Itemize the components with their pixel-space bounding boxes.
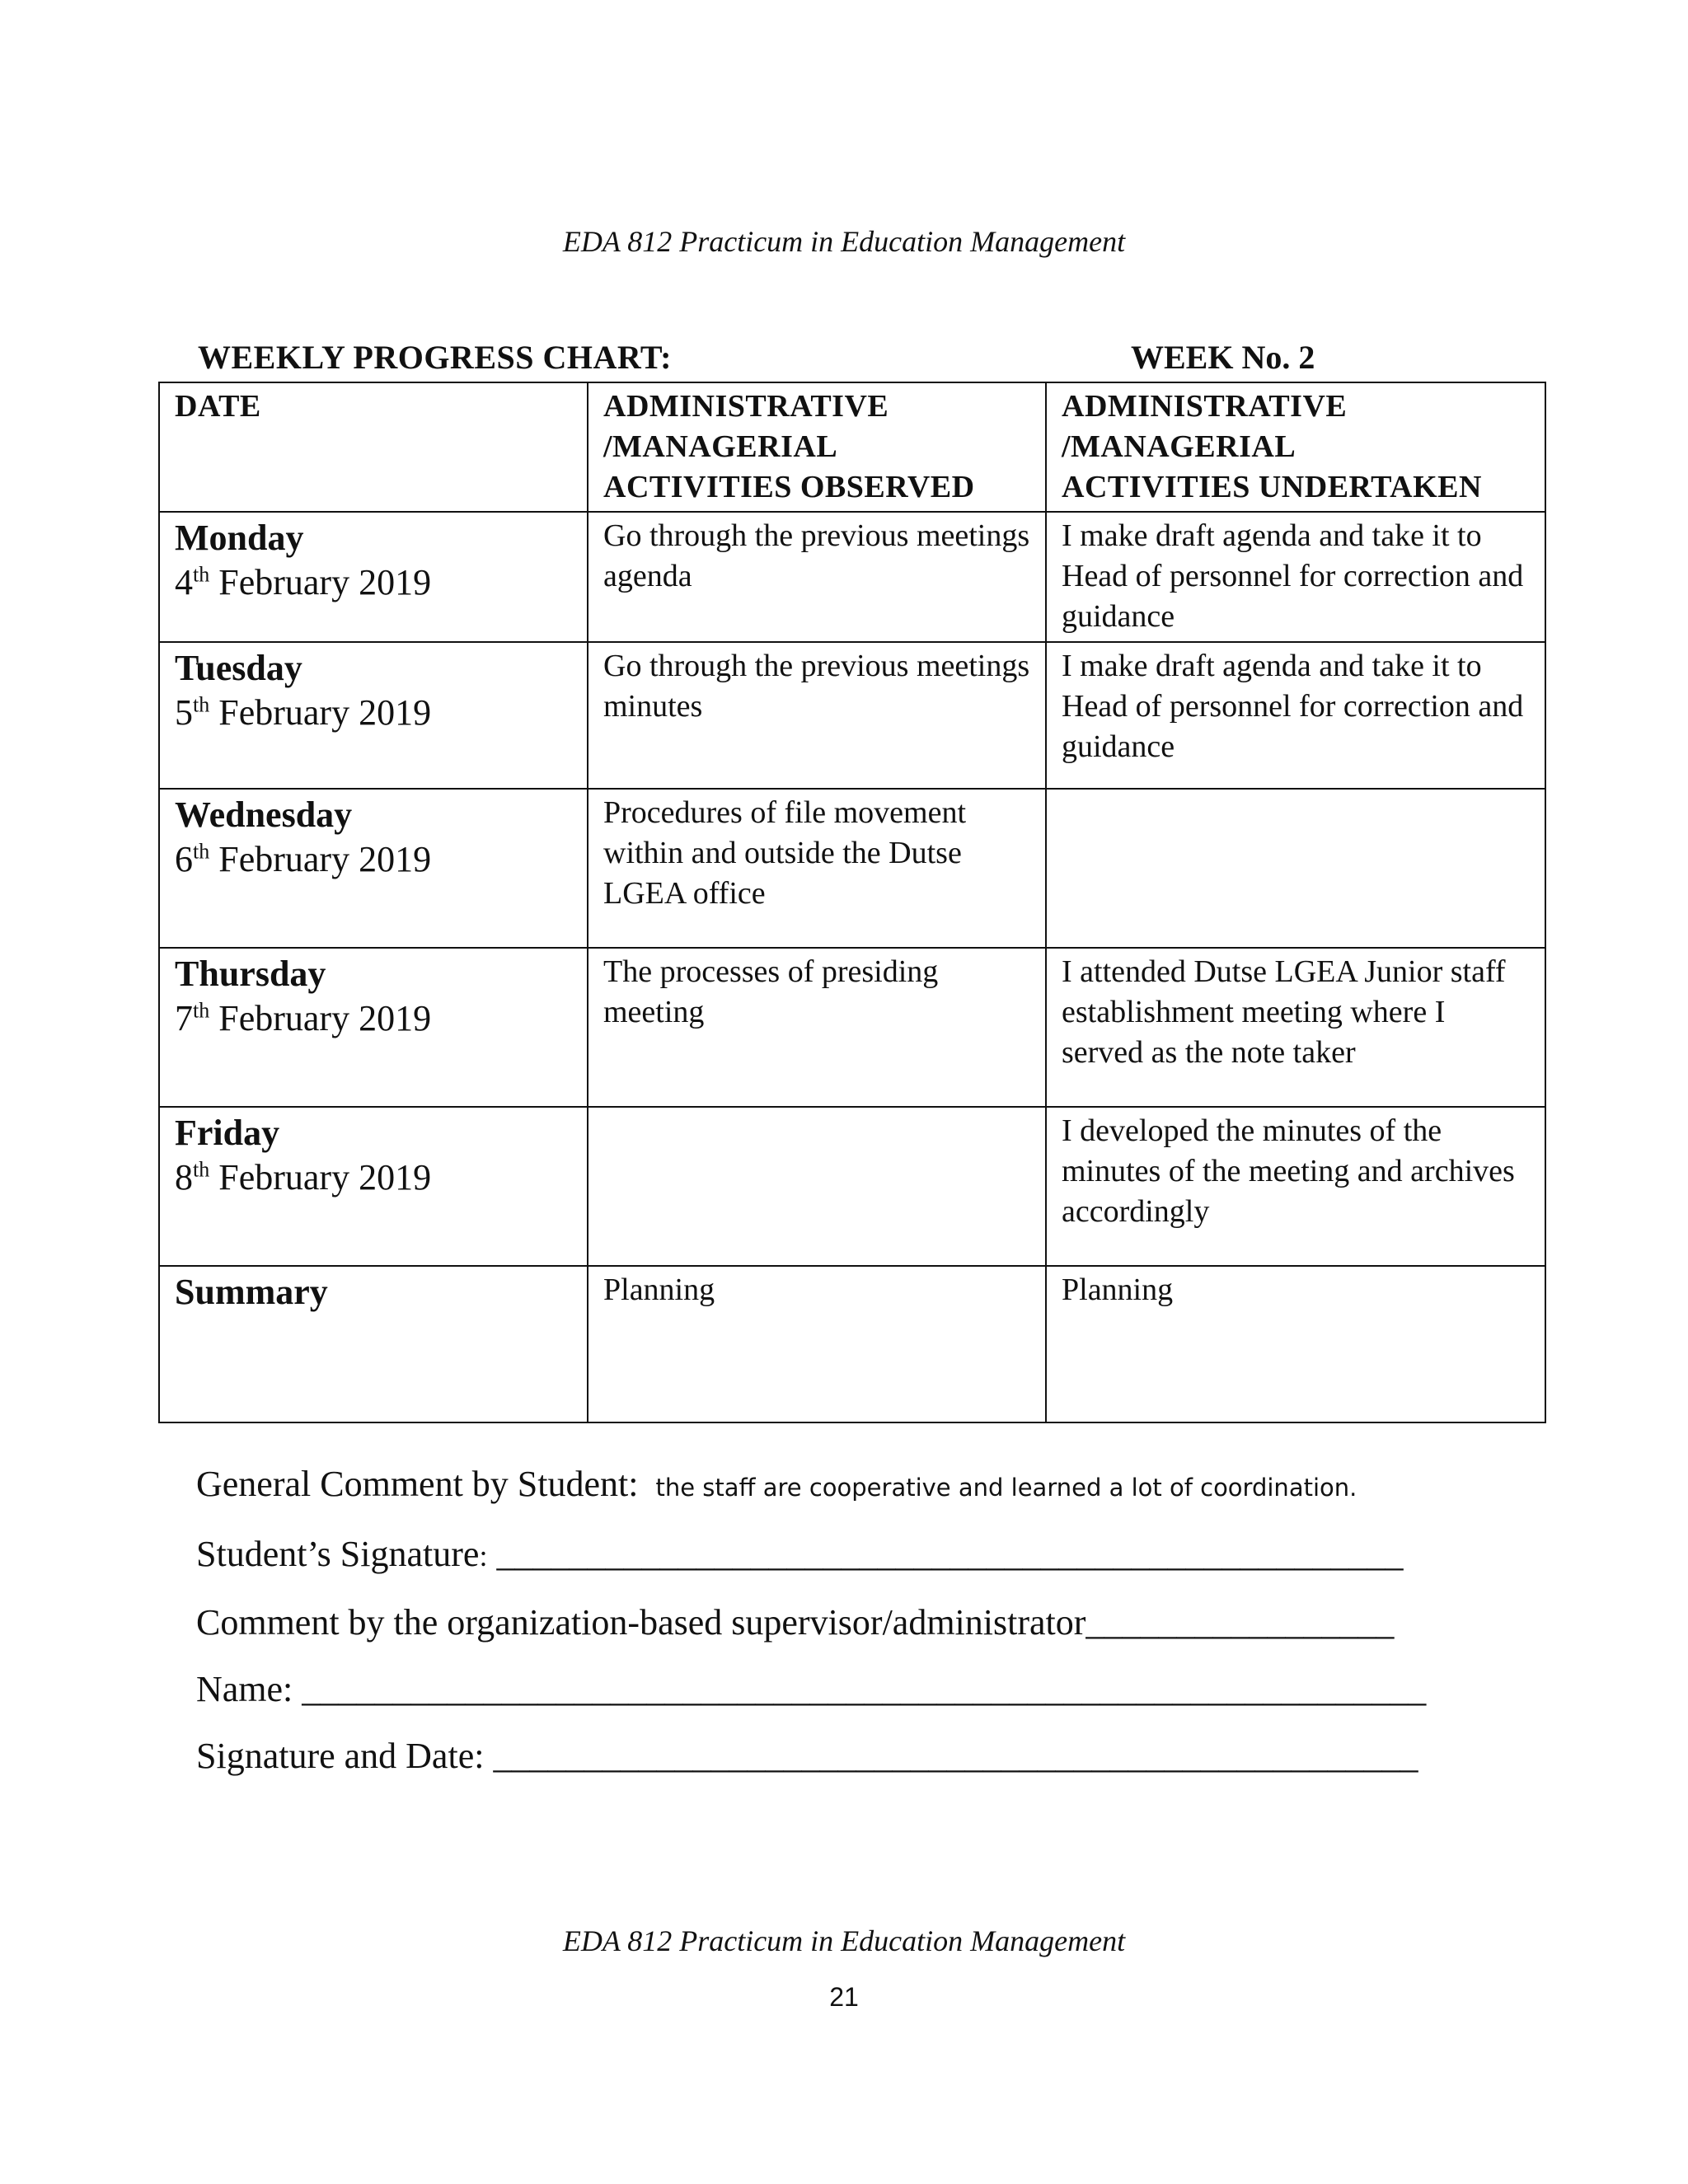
table-row <box>159 642 1545 789</box>
running-footer: EDA 812 Practicum in Education Management <box>562 1924 1126 1957</box>
chart-title: WEEKLY PROGRESS CHART: <box>198 339 672 376</box>
observed-cell <box>588 1107 1046 1266</box>
day-name: Tuesday <box>175 648 302 688</box>
undertaken-cell <box>1046 789 1545 948</box>
student-signature-label: Student’s Signature <box>196 1534 480 1574</box>
day-name: Monday <box>175 518 304 558</box>
summary-label: Summary <box>175 1272 328 1312</box>
undertaken-cell: I developed the minutes of the minutes of the meeting and archives accordingly <box>1046 1107 1545 1266</box>
header-activities-undertaken: ADMINISTRATIVE /MANAGERIAL ACTIVITIES UNDERTAKEN <box>1046 382 1545 512</box>
signature-date-label: Signature and Date: <box>196 1736 485 1776</box>
supervisor-comment-line <box>196 1601 1548 1644</box>
student-signature-colon: : <box>479 1540 488 1572</box>
signature-date-line <box>196 1735 1548 1778</box>
running-header: EDA 812 Practicum in Education Management <box>562 225 1126 258</box>
summary-observed-cell: Planning <box>588 1266 1046 1422</box>
table-header-row <box>159 382 1545 512</box>
date-cell <box>159 642 588 789</box>
table-row <box>159 789 1545 948</box>
summary-undertaken-cell: Planning <box>1046 1266 1545 1422</box>
general-comment-line <box>196 1463 1548 1509</box>
comments-section <box>196 1463 1548 1802</box>
observed-cell: The processes of presiding meeting <box>588 948 1046 1107</box>
week-number: WEEK No. 2 <box>1131 339 1315 376</box>
student-signature-blank: __________________________________________________ <box>496 1534 1404 1574</box>
header-activities-observed: ADMINISTRATIVE /MANAGERIAL ACTIVITIES OBSERVED <box>588 382 1046 512</box>
name-blank: ______________________________________________________________ <box>302 1669 1427 1709</box>
observed-cell: Go through the previous meetings minutes <box>588 642 1046 789</box>
day-date: 5th February 2019 <box>175 692 432 733</box>
undertaken-cell: I make draft agenda and take it to Head of personnel for correction and guidance <box>1046 642 1545 789</box>
general-comment-value: the staff are cooperative and learned a lot of coordination. <box>655 1474 1357 1502</box>
name-line <box>196 1668 1548 1711</box>
general-comment-label: General Comment by Student: <box>196 1464 639 1504</box>
day-name: Wednesday <box>175 794 353 835</box>
header-date: DATE <box>159 382 588 512</box>
day-date: 4th February 2019 <box>175 562 432 602</box>
signature-date-blank: ___________________________________________________ <box>493 1736 1418 1776</box>
day-date: 7th February 2019 <box>175 998 432 1038</box>
observed-cell: Procedures of file movement within and outside the Dutse LGEA office <box>588 789 1046 948</box>
date-cell <box>159 948 588 1107</box>
name-label: Name: <box>196 1669 293 1709</box>
day-name: Friday <box>175 1113 280 1153</box>
day-name: Thursday <box>175 954 326 994</box>
summary-row <box>159 1266 1545 1422</box>
student-signature-line <box>196 1533 1548 1577</box>
undertaken-cell: I attended Dutse LGEA Junior staff establishment meeting where I served as the note taker <box>1046 948 1545 1107</box>
supervisor-comment-label: Comment by the organization-based supervisor/administrator <box>196 1602 1086 1643</box>
undertaken-cell: I make draft agenda and take it to Head of personnel for correction and guidance <box>1046 512 1545 642</box>
observed-cell: Go through the previous meetings agenda <box>588 512 1046 642</box>
table-row <box>159 948 1545 1107</box>
table-row <box>159 1107 1545 1266</box>
page-number: 21 <box>829 1982 859 2012</box>
summary-label-cell <box>159 1266 588 1422</box>
day-date: 6th February 2019 <box>175 839 432 879</box>
supervisor-comment-blank: _________________ <box>1085 1602 1395 1643</box>
table-row <box>159 512 1545 642</box>
date-cell <box>159 1107 588 1266</box>
date-cell <box>159 512 588 642</box>
weekly-progress-table <box>158 382 1546 1423</box>
day-date: 8th February 2019 <box>175 1157 432 1197</box>
date-cell <box>159 789 588 948</box>
